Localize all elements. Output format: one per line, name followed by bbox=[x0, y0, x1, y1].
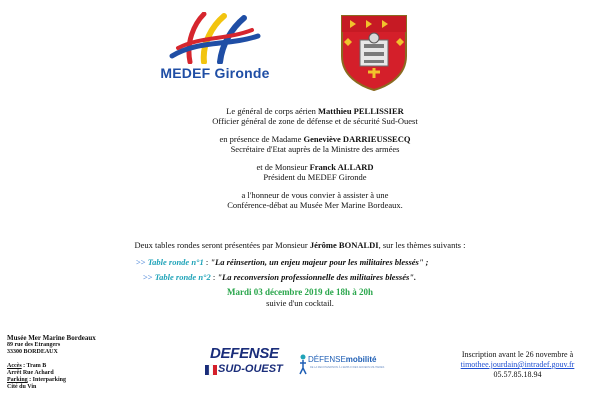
round-tables-intro bbox=[90, 240, 510, 250]
venue-address bbox=[7, 335, 127, 391]
arrow-icon: >> bbox=[136, 257, 148, 267]
invitation-line-honour: a l'honneur de vous convier à assister à une bbox=[241, 190, 389, 200]
parking-value: : Interparking bbox=[27, 377, 67, 383]
round-table-label: Table ronde n°2 bbox=[154, 272, 211, 282]
round-table-topic: "La reconversion professionnelle des militaires blessés". bbox=[217, 272, 417, 282]
presence-prefix: en présence de Madame bbox=[219, 134, 304, 144]
registration-deadline: Inscription avant le 26 novembre à bbox=[461, 350, 574, 359]
invitation-line-allard bbox=[150, 162, 480, 172]
host-name: Jérôme BONALDI bbox=[309, 240, 379, 250]
round-table-topic: "La réinsertion, un enjeu majeur pour les militaires blessés" ; bbox=[210, 257, 429, 267]
mobilite-figure-icon bbox=[298, 353, 308, 375]
access-line bbox=[7, 363, 127, 370]
flag-icon bbox=[205, 363, 217, 377]
round-table-2 bbox=[143, 272, 416, 282]
medef-logo-text: MEDEF Gironde bbox=[160, 65, 270, 81]
medef-gironde-logo bbox=[150, 12, 280, 82]
parking-line bbox=[7, 377, 127, 384]
event-date: Mardi 03 décembre 2019 de 18h à 20h bbox=[226, 287, 374, 297]
registration-phone: 05.57.85.18.94 bbox=[493, 370, 542, 379]
venue-city: 33300 BORDEAUX bbox=[7, 349, 58, 355]
general-prefix: Le général de corps aérien bbox=[226, 106, 319, 116]
mobilite-main: mobilité bbox=[345, 355, 377, 364]
defense-logo-subtitle: SUD-OUEST bbox=[218, 363, 283, 375]
registration-email-link[interactable]: timothee.jourdain@intradef.gouv.fr bbox=[460, 360, 575, 369]
invitation-line-conference: Conférence-débat au Musée Mer Marine Bordeaux. bbox=[227, 200, 403, 210]
defense-mobilite-logo bbox=[298, 353, 388, 377]
separator: : bbox=[210, 272, 218, 282]
arrow-icon: >> bbox=[143, 272, 155, 282]
invitation-line-secretary-title: Secrétaire d'Etat auprès de la Ministre des armées bbox=[230, 144, 400, 154]
intro-suffix: , sur les thèmes suivants : bbox=[378, 240, 466, 250]
stop-line: Arrêt Rue Achard bbox=[7, 370, 54, 376]
cite-line: Cité du Vin bbox=[7, 384, 37, 390]
coat-of-arms-icon bbox=[338, 10, 410, 92]
separator: : bbox=[203, 257, 211, 267]
general-name: Matthieu PELLISSIER bbox=[318, 106, 404, 116]
invitation-line-general bbox=[150, 106, 480, 116]
venue-street: 89 rue des Etrangers bbox=[7, 342, 61, 348]
invitation-text bbox=[150, 106, 480, 210]
mobilite-logo-text bbox=[308, 355, 376, 364]
defense-logo-title: DEFENSE bbox=[210, 345, 279, 362]
invitation-line-president-title: Président du MEDEF Gironde bbox=[263, 172, 367, 182]
venue-name: Musée Mer Marine Bordeaux bbox=[7, 334, 96, 342]
medef-swoosh-icon bbox=[168, 12, 264, 64]
allard-prefix: et de Monsieur bbox=[256, 162, 310, 172]
mobilite-tagline: DE LA RECONVERSION À L'EMPLOI DES ANCIENS MILITAIRES bbox=[310, 366, 385, 369]
defense-sud-ouest-logo bbox=[205, 345, 297, 385]
round-table-1 bbox=[136, 257, 429, 267]
invitation-line-presence bbox=[150, 134, 480, 144]
round-table-label: Table ronde n°1 bbox=[147, 257, 204, 267]
mobilite-prefix: DÉFENSE bbox=[308, 355, 346, 364]
secretary-name: Geneviève DARRIEUSSECQ bbox=[303, 134, 411, 144]
cocktail-note: suivie d'un cocktail. bbox=[266, 298, 334, 308]
president-name: Franck ALLARD bbox=[309, 162, 374, 172]
invitation-line-title: Officier général de zone de défense et de sécurité Sud-Ouest bbox=[212, 116, 418, 126]
intro-prefix: Deux tables rondes seront présentées par Monsieur bbox=[134, 240, 310, 250]
parking-label: Parking bbox=[7, 377, 28, 383]
registration-info bbox=[440, 350, 595, 380]
access-value: : Tram B bbox=[21, 363, 47, 369]
access-label: Accès bbox=[7, 363, 22, 369]
